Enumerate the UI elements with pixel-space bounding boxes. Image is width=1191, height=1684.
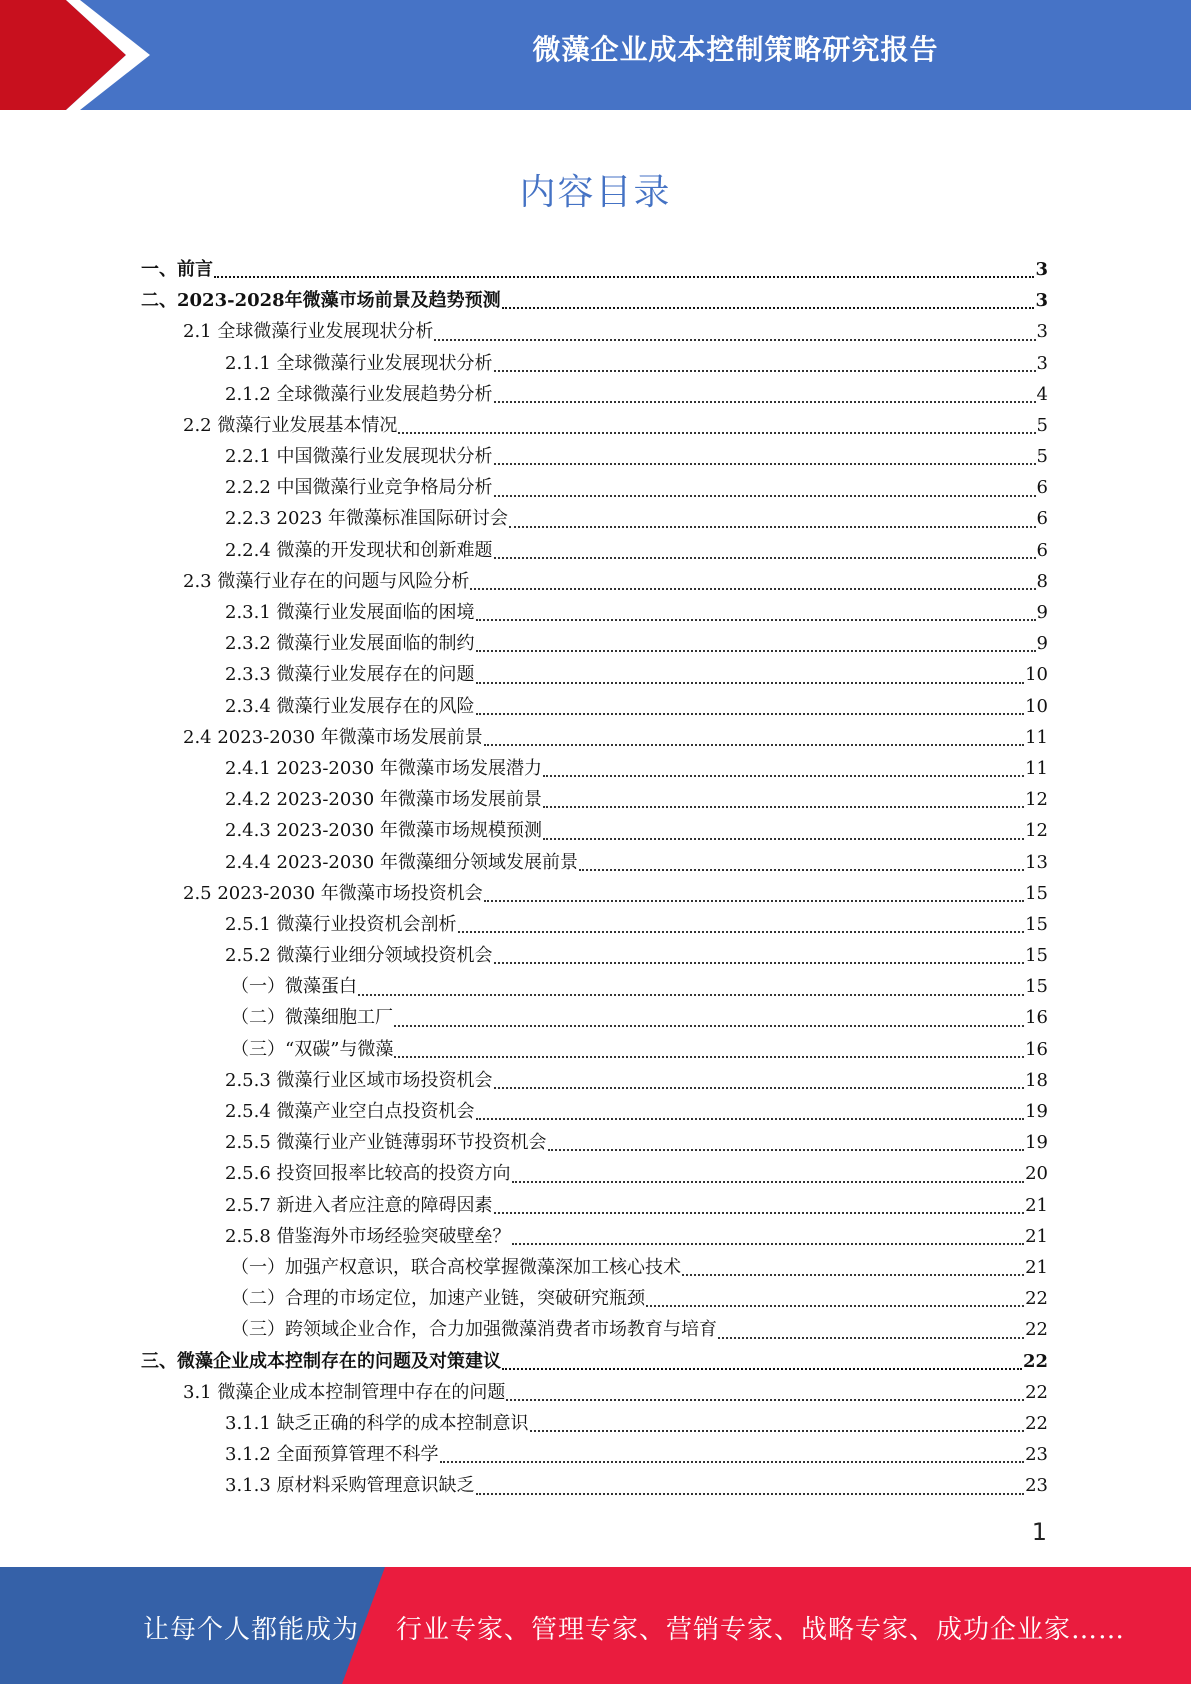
toc-entry-page: 21 [1025,1225,1048,1247]
toc-dot-leader [394,1056,1024,1058]
toc-dot-leader [476,1493,1025,1495]
toc-entry-page: 16 [1025,1007,1048,1029]
toc-entry-page: 3 [1036,321,1048,343]
toc-entry-page: 11 [1025,726,1048,748]
toc-dot-leader [434,339,1035,341]
toc-dot-leader [543,838,1024,840]
toc-entry-page: 15 [1025,976,1048,998]
toc-entry-label: 2.4.1 2023-2030 年微藻市场发展潜力 [225,757,542,779]
toc-entry[interactable] [141,597,1048,628]
toc-entry-page: 13 [1025,851,1048,873]
toc-entry-label: 2.3 微藻行业存在的问题与风险分析 [183,570,470,592]
toc-entry-page: 16 [1025,1038,1048,1060]
toc-entry[interactable] [141,1346,1048,1377]
toc-entry-page: 15 [1025,913,1048,935]
toc-entry-label: 2.5.1 微藻行业投资机会剖析 [225,913,457,935]
toc-entry-label: 3.1.3 原材料采购管理意识缺乏 [225,1475,475,1497]
report-title: 微藻企业成本控制策略研究报告 [532,33,939,66]
toc-entry-label: 2.5.7 新进入者应注意的障碍因素 [225,1194,493,1216]
toc-dot-leader [506,1399,1024,1401]
toc-dot-leader [484,744,1024,746]
toc-entry[interactable] [141,784,1048,815]
toc-entry-label: （二）合理的市场定位，加速产业链，突破研究瓶颈 [231,1288,645,1310]
toc-entry[interactable] [141,628,1048,659]
toc-entry-label: 2.4.3 2023-2030 年微藻市场规模预测 [225,820,542,842]
toc-entry-page: 8 [1036,570,1048,592]
toc-entry[interactable] [141,379,1048,410]
toc-entry-page: 19 [1025,1132,1048,1154]
toc-entry-label: 2.3.4 微藻行业发展存在的风险 [225,695,475,717]
toc-entry-page: 20 [1025,1163,1048,1185]
toc-dot-leader [494,370,1036,372]
toc-dot-leader [502,1368,1022,1370]
toc-entry-label: 2.1.2 全球微藻行业发展趋势分析 [225,383,493,405]
toc-entry-label: 2.2 微藻行业发展基本情况 [183,414,398,436]
toc-entry-label: 二、2023-2028年微藻市场前景及趋势预测 [141,290,501,312]
toc-entry-label: 2.1 全球微藻行业发展现状分析 [183,321,434,343]
toc-entry[interactable] [141,815,1048,846]
toc-entry-page: 3 [1035,258,1048,280]
toc-entry-page: 22 [1025,1319,1048,1341]
toc-dot-leader [494,962,1025,964]
toc-entry-label: 2.2.4 微藻的开发现状和创新难题 [225,539,493,561]
toc-dot-leader [476,682,1025,684]
toc-entry-label: 三、微藻企业成本控制存在的问题及对策建议 [141,1350,501,1372]
toc-entry[interactable] [141,1003,1048,1034]
toc-entry[interactable] [141,254,1048,285]
toc-dot-leader [476,619,1036,621]
toc-entry[interactable] [141,504,1048,535]
toc-entry-label: （三）“双碳”与微藻 [231,1038,394,1060]
toc-entry-page: 3 [1036,352,1048,374]
footer-slogan-right: 行业专家、管理专家、营销专家、战略专家、成功企业家…… [396,1615,1126,1645]
toc-dot-leader [512,1243,1025,1245]
toc-dot-leader [494,1212,1025,1214]
toc-dot-leader [682,1274,1024,1276]
toc-entry-label: 2.4.2 2023-2030 年微藻市场发展前景 [225,789,542,811]
toc-entry-label: （三）跨领域企业合作，合力加强微藻消费者市场教育与培育 [231,1319,717,1341]
toc-entry-page: 5 [1036,414,1048,436]
toc-entry[interactable] [141,722,1048,753]
toc-entry[interactable] [141,1252,1048,1283]
toc-dot-leader [476,1118,1025,1120]
toc-dot-leader [494,401,1036,403]
toc-entry[interactable] [141,1408,1048,1439]
toc-entry[interactable] [141,1439,1048,1470]
toc-entry-page: 9 [1036,633,1048,655]
toc-entry-page: 12 [1025,789,1048,811]
toc-entry[interactable] [141,285,1048,316]
toc-entry-label: 2.5 2023-2030 年微藻市场投资机会 [183,882,483,904]
toc-entry-page: 22 [1025,1412,1048,1434]
toc-entry[interactable] [141,441,1048,472]
toc-entry-label: 2.5.8 借鉴海外市场经验突破壁垒？ [225,1225,511,1247]
toc-dot-leader [358,994,1024,996]
toc-entry-page: 5 [1036,446,1048,468]
toc-entry-page: 9 [1036,602,1048,624]
toc-entry[interactable] [141,1283,1048,1314]
toc-entry-page: 12 [1025,820,1048,842]
header-arrow-decoration [0,0,160,110]
toc-entry[interactable] [141,1221,1048,1252]
toc-entry[interactable] [141,753,1048,784]
toc-entry[interactable] [141,1158,1048,1189]
toc-entry[interactable] [141,1127,1048,1158]
toc-entry[interactable] [141,1470,1048,1501]
toc-entry-label: 2.3.2 微藻行业发展面临的制约 [225,633,475,655]
toc-dot-leader [530,1430,1025,1432]
toc-dot-leader [214,276,1034,278]
toc-entry[interactable] [141,1314,1048,1345]
toc-entry[interactable] [141,410,1048,441]
toc-dot-leader [494,495,1036,497]
toc-entry-page: 23 [1025,1475,1048,1497]
toc-entry-page: 21 [1025,1256,1048,1278]
toc-entry[interactable] [141,659,1048,690]
page-header [0,0,1191,110]
toc-entry-page: 15 [1025,882,1048,904]
toc-heading: 内容目录 [519,172,672,213]
toc-dot-leader [440,1461,1025,1463]
toc-entry-page: 15 [1025,945,1048,967]
toc-entry[interactable] [141,535,1048,566]
toc-entry-page: 6 [1036,508,1048,530]
toc-entry-label: 2.5.5 微藻行业产业链薄弱环节投资机会 [225,1132,547,1154]
toc-entry-page: 21 [1025,1194,1048,1216]
toc-entry[interactable] [141,1190,1048,1221]
footer-slogan-left: 让每个人都能成为 [143,1615,360,1645]
toc-dot-leader [394,1025,1024,1027]
page-number: 1 [1031,1518,1047,1546]
toc-dot-leader [398,432,1035,434]
toc-dot-leader [476,713,1025,715]
toc-entry-label: 2.3.1 微藻行业发展面临的困境 [225,602,475,624]
toc-entry[interactable] [141,472,1048,503]
toc-dot-leader [543,775,1024,777]
toc-entry-page: 10 [1025,695,1048,717]
toc-entry-label: 2.5.6 投资回报率比较高的投资方向 [225,1163,511,1185]
toc-entry-page: 22 [1022,1350,1048,1372]
toc-entry-page: 6 [1036,477,1048,499]
toc-dot-leader [470,588,1035,590]
toc-dot-leader [509,526,1035,528]
toc-entry-page: 11 [1025,757,1048,779]
toc-dot-leader [512,1181,1025,1183]
toc-dot-leader [502,307,1035,309]
toc-dot-leader [476,650,1036,652]
page-footer [0,1567,1191,1684]
toc-entry[interactable] [141,691,1048,722]
table-of-contents [141,254,1048,1502]
toc-entry-label: 3.1.2 全面预算管理不科学 [225,1444,439,1466]
toc-entry-label: 2.5.4 微藻产业空白点投资机会 [225,1101,475,1123]
toc-entry-label: （一）加强产权意识，联合高校掌握微藻深加工核心技术 [231,1256,681,1278]
toc-entry-label: 2.4 2023-2030 年微藻市场发展前景 [183,726,483,748]
toc-dot-leader [484,900,1024,902]
toc-entry[interactable] [141,316,1048,347]
toc-entry-page: 19 [1025,1101,1048,1123]
toc-dot-leader [718,1337,1024,1339]
toc-entry-label: 2.4.4 2023-2030 年微藻细分领域发展前景 [225,851,578,873]
toc-entry-page: 23 [1025,1444,1048,1466]
toc-entry[interactable] [141,566,1048,597]
toc-entry-label: （一）微藻蛋白 [231,976,357,998]
toc-entry[interactable] [141,878,1048,909]
toc-entry[interactable] [141,1096,1048,1127]
toc-entry-label: 2.3.3 微藻行业发展存在的问题 [225,664,475,686]
toc-entry-label: 3.1.1 缺乏正确的科学的成本控制意识 [225,1412,529,1434]
toc-entry[interactable] [141,971,1048,1002]
toc-entry[interactable] [141,1065,1048,1096]
toc-dot-leader [458,931,1025,933]
toc-entry[interactable] [141,1377,1048,1408]
toc-entry[interactable] [141,1034,1048,1065]
toc-entry[interactable] [141,909,1048,940]
toc-entry[interactable] [141,348,1048,379]
toc-entry-page: 22 [1025,1381,1048,1403]
toc-entry-label: 2.2.1 中国微藻行业发展现状分析 [225,446,493,468]
toc-dot-leader [543,806,1024,808]
toc-entry[interactable] [141,847,1048,878]
toc-entry-label: 一、前言 [141,258,213,280]
toc-dot-leader [494,557,1036,559]
toc-entry-page: 18 [1025,1069,1048,1091]
toc-entry-label: 2.2.2 中国微藻行业竞争格局分析 [225,477,493,499]
toc-entry-label: 2.5.3 微藻行业区域市场投资机会 [225,1069,493,1091]
toc-entry-label: 2.2.3 2023 年微藻标准国际研讨会 [225,508,509,530]
toc-dot-leader [548,1149,1025,1151]
toc-entry-label: （二）微藻细胞工厂 [231,1007,393,1029]
toc-entry-page: 22 [1025,1288,1048,1310]
toc-entry-label: 2.1.1 全球微藻行业发展现状分析 [225,352,493,374]
toc-entry-page: 3 [1035,290,1048,312]
toc-dot-leader [494,1087,1025,1089]
toc-dot-leader [579,869,1024,871]
toc-dot-leader [646,1305,1024,1307]
toc-entry-page: 4 [1036,383,1048,405]
toc-entry-label: 2.5.2 微藻行业细分领域投资机会 [225,945,493,967]
toc-entry-label: 3.1 微藻企业成本控制管理中存在的问题 [183,1381,506,1403]
toc-entry-page: 6 [1036,539,1048,561]
toc-entry[interactable] [141,940,1048,971]
toc-dot-leader [494,463,1036,465]
toc-entry-page: 10 [1025,664,1048,686]
